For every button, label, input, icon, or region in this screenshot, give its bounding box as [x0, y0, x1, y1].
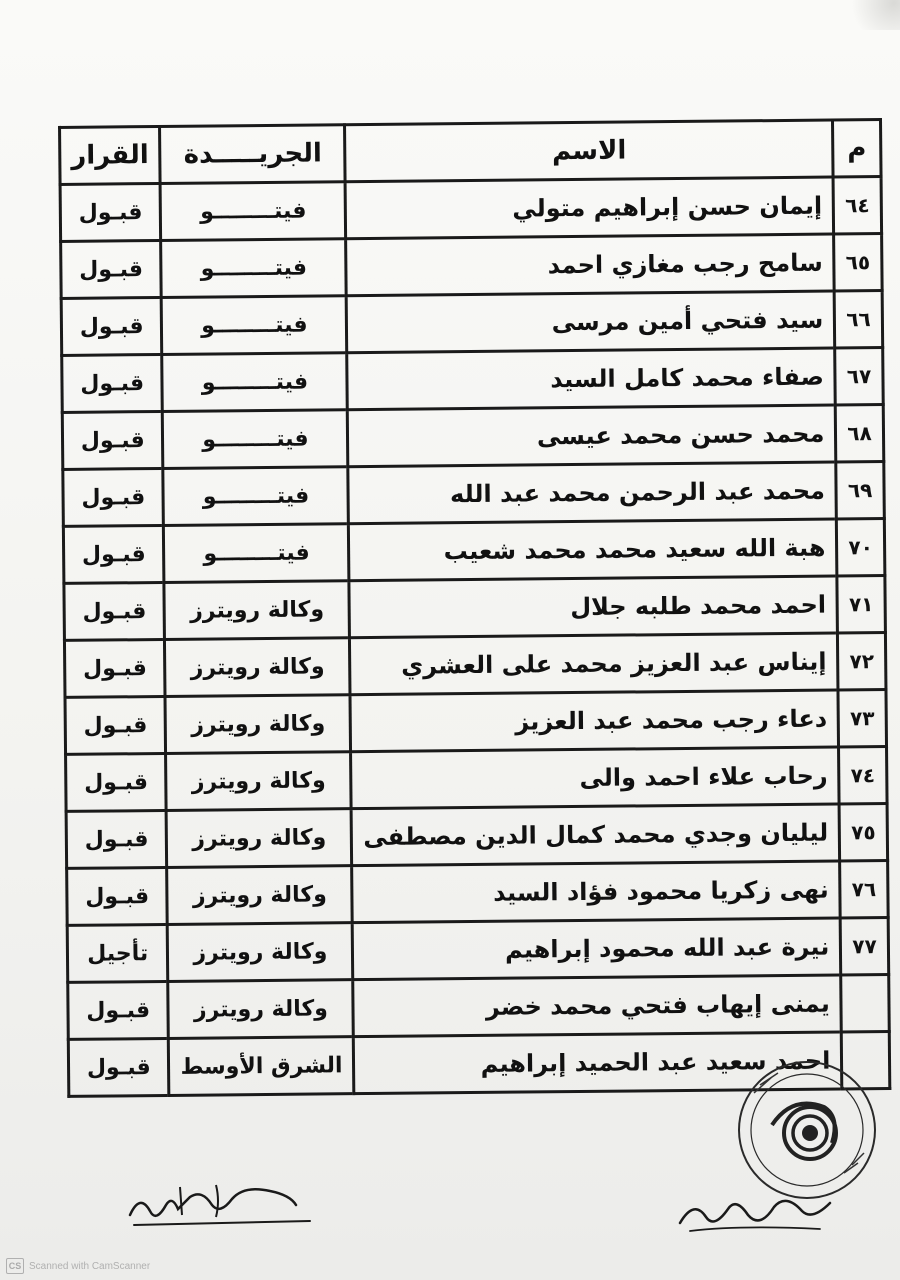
row-number: ٧٦ — [840, 861, 888, 918]
header-number: م — [833, 120, 881, 177]
row-decision: قبـول — [63, 525, 164, 583]
header-newspaper: الجريـــــدة — [160, 125, 346, 184]
row-newspaper: فيتــــــــو — [162, 353, 348, 412]
row-name: احمد محمد طلبه جلال — [349, 576, 837, 638]
row-decision: قبـول — [61, 240, 162, 298]
table-row — [66, 804, 887, 869]
row-name: صفاء محمد كامل السيد — [347, 348, 835, 410]
row-decision: قبـول — [66, 753, 167, 811]
row-name: نهى زكريا محمود فؤاد السيد — [352, 861, 840, 923]
syndicate-seal-stamp — [732, 1055, 882, 1205]
row-decision: قبـول — [62, 411, 163, 469]
row-decision: قبـول — [61, 297, 162, 355]
row-newspaper: فيتــــــــو — [161, 182, 347, 241]
row-number: ٦٨ — [836, 405, 884, 462]
row-decision: قبـول — [68, 981, 169, 1039]
row-newspaper: وكالة رويترز — [167, 809, 353, 868]
table-row — [64, 576, 885, 641]
table-row — [63, 519, 884, 584]
table-header-row — [60, 120, 881, 185]
row-newspaper: فيتــــــــو — [164, 524, 350, 583]
row-name: هبة الله سعيد محمد محمد شعيب — [349, 519, 837, 581]
row-number: ٧١ — [837, 576, 885, 633]
table-row — [60, 177, 881, 242]
row-name: محمد عبد الرحمن محمد عبد الله — [348, 462, 836, 524]
row-newspaper: الشرق الأوسط — [169, 1037, 355, 1096]
row-decision: قبـول — [64, 639, 165, 697]
handwritten-signature-left — [120, 1175, 320, 1235]
row-number: ٧٢ — [838, 633, 886, 690]
row-newspaper: وكالة رويترز — [166, 752, 352, 811]
table-row — [62, 348, 883, 413]
row-number: ٦٧ — [835, 348, 883, 405]
row-name: سيد فتحي أمين مرسى — [347, 291, 835, 353]
scan-shadow — [840, 0, 900, 30]
row-number: ٦٦ — [834, 291, 882, 348]
table-row — [61, 234, 882, 299]
row-name: ليليان وجدي محمد كمال الدين مصطفى — [352, 804, 840, 866]
row-name: احمد سعيد عبد الحميد إبراهيم — [354, 1032, 842, 1094]
row-newspaper: فيتــــــــو — [163, 467, 349, 526]
row-number: ٧٠ — [837, 519, 885, 576]
row-decision: قبـول — [67, 867, 168, 925]
row-decision: قبـول — [60, 183, 161, 241]
row-name: رحاب علاء احمد والى — [351, 747, 839, 809]
row-newspaper: فيتــــــــو — [162, 296, 348, 355]
camscanner-logo-icon: CS — [6, 1258, 24, 1274]
row-number: ٧٧ — [841, 918, 889, 975]
table-row — [65, 690, 886, 755]
camscanner-watermark — [6, 1258, 150, 1274]
row-decision: قبـول — [64, 582, 165, 640]
row-number: ٧٣ — [838, 690, 886, 747]
row-newspaper: وكالة رويترز — [168, 980, 354, 1039]
row-newspaper: فيتــــــــو — [161, 239, 347, 298]
table-row — [67, 861, 888, 926]
row-name: نيرة عبد الله محمود إبراهيم — [353, 918, 841, 980]
row-decision: تأجيل — [67, 924, 168, 982]
row-newspaper: وكالة رويترز — [165, 695, 351, 754]
table-row — [68, 975, 889, 1040]
row-newspaper: وكالة رويترز — [164, 581, 350, 640]
row-name: دعاء رجب محمد عبد العزيز — [350, 690, 838, 752]
row-newspaper: وكالة رويترز — [168, 923, 354, 982]
table-row — [64, 633, 885, 698]
handwritten-signature-right — [670, 1185, 840, 1240]
row-number: ٦٥ — [834, 234, 882, 291]
table-row — [61, 291, 882, 356]
row-newspaper: وكالة رويترز — [167, 866, 353, 925]
row-name: إيناس عبد العزيز محمد على العشري — [350, 633, 838, 695]
row-number: ٧٤ — [839, 747, 887, 804]
row-decision: قبـول — [68, 1038, 169, 1096]
row-name: يمنى إيهاب فتحي محمد خضر — [353, 975, 841, 1037]
table-row — [66, 747, 887, 812]
camscanner-text: Scanned with CamScanner — [29, 1260, 151, 1272]
table-row — [63, 462, 884, 527]
header-name: الاسم — [345, 120, 833, 182]
row-number: ٦٩ — [836, 462, 884, 519]
row-number: ٧٥ — [839, 804, 887, 861]
row-decision: قبـول — [62, 354, 163, 412]
row-name: محمد حسن محمد عيسى — [348, 405, 836, 467]
row-name: إيمان حسن إبراهيم متولي — [346, 177, 834, 239]
members-table — [58, 118, 891, 1098]
row-decision: قبـول — [66, 810, 167, 868]
row-newspaper: فيتــــــــو — [163, 410, 349, 469]
row-number — [841, 975, 889, 1032]
row-decision: قبـول — [63, 468, 164, 526]
table-row — [62, 405, 883, 470]
row-name: سامح رجب مغازي احمد — [346, 234, 834, 296]
row-decision: قبـول — [65, 696, 166, 754]
header-decision: القرار — [60, 126, 161, 184]
row-number: ٦٤ — [833, 177, 881, 234]
table-row — [67, 918, 888, 983]
row-newspaper: وكالة رويترز — [165, 638, 351, 697]
